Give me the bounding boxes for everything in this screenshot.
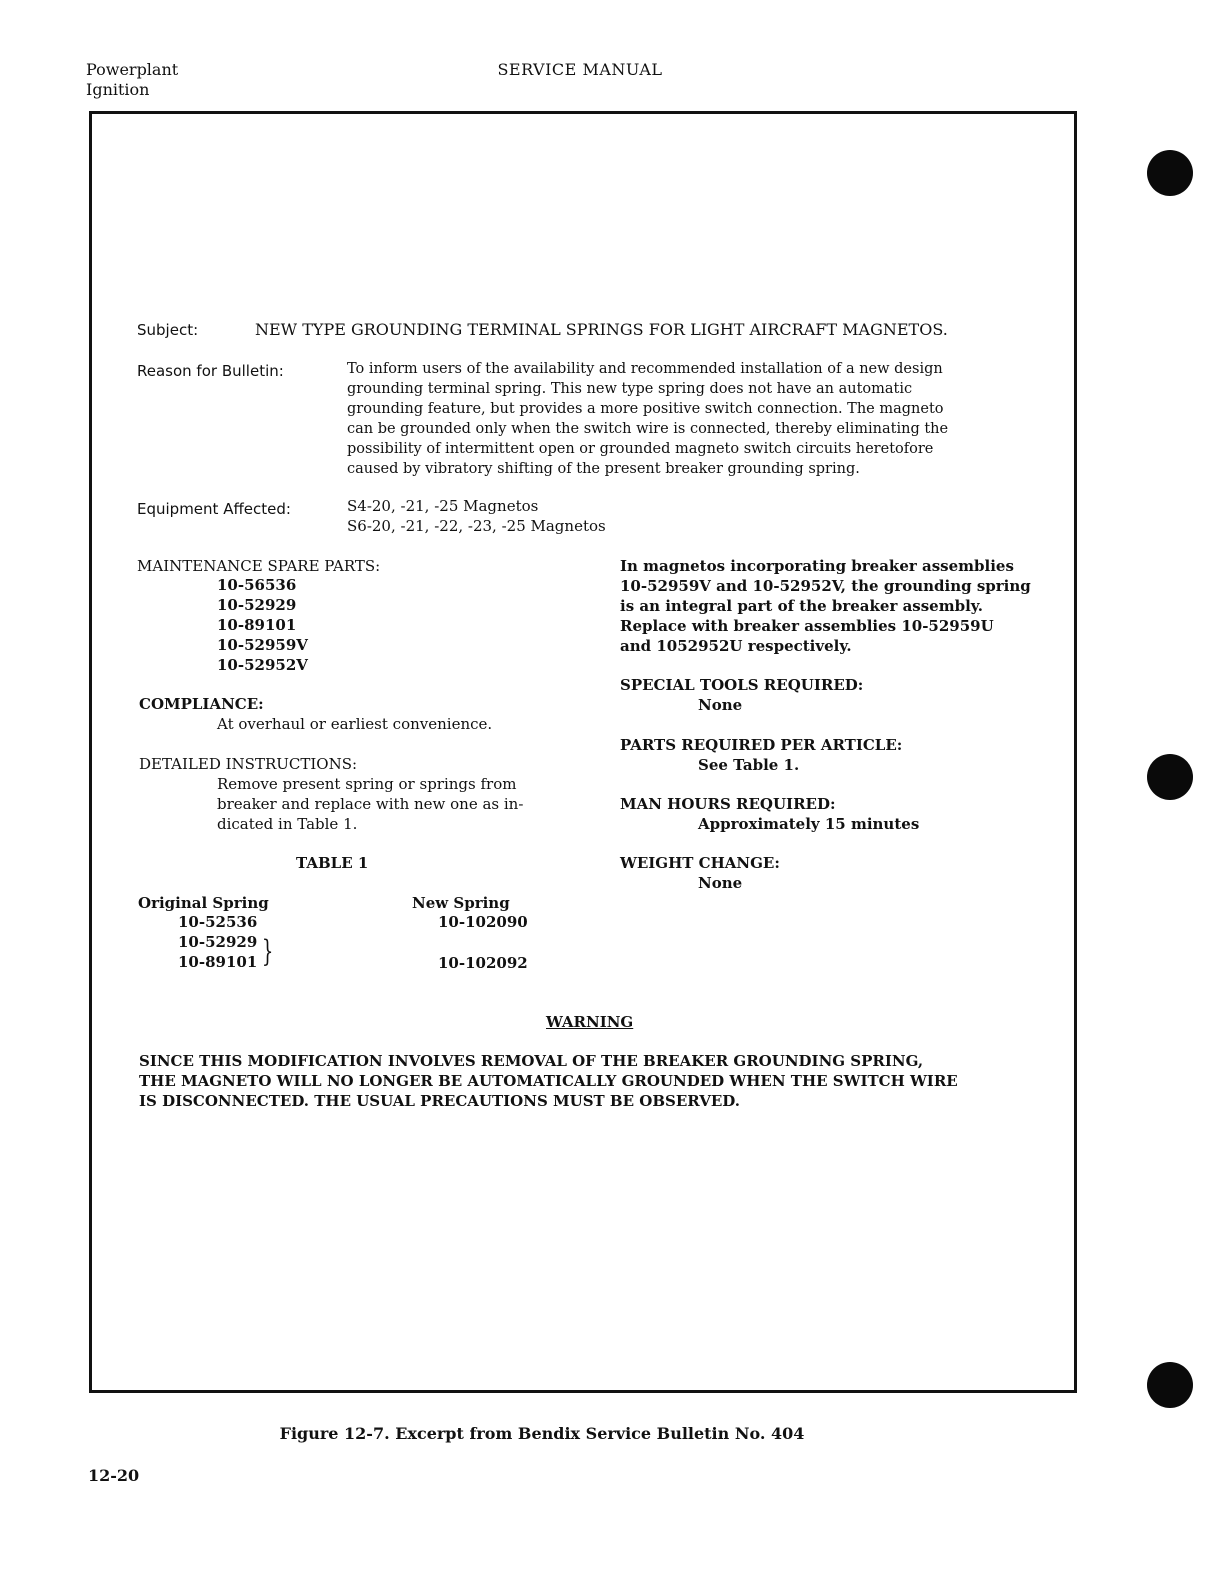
breaker-note-line: 10-52959V and 10-52952V, the grounding spring (620, 577, 1031, 595)
punch-hole-middle (1147, 754, 1193, 800)
table-original-springs (178, 912, 257, 972)
equipment-line: S6-20, -21, -22, -23, -25 Magnetos (347, 517, 606, 535)
table-brace: } (261, 934, 274, 969)
figure-caption: Figure 12-7. Excerpt from Bendix Service Bulletin No. 404 (279, 1424, 805, 1443)
section-line-2: Ignition (86, 80, 150, 99)
weight-change-heading: WEIGHT CHANGE: (620, 854, 780, 872)
page-number: 12-20 (88, 1466, 140, 1485)
table-header-original: Original Spring (138, 894, 269, 912)
parts-required-heading: PARTS REQUIRED PER ARTICLE: (620, 736, 903, 754)
compliance-text: At overhaul or earliest convenience. (217, 715, 493, 733)
punch-hole-top (1147, 150, 1193, 196)
table-cell-new: 10-102092 (438, 954, 528, 972)
spare-part: 10-52929 (217, 596, 297, 614)
equipment-label: Equipment Affected: (137, 500, 291, 518)
manual-title: SERVICE MANUAL (497, 60, 663, 79)
reason-line: possibility of intermittent open or grounded magneto switch circuits heretofore (347, 441, 934, 457)
reason-line: can be grounded only when the switch wire is connected, thereby eliminating the (347, 421, 949, 437)
spare-part: 10-52952V (217, 656, 308, 674)
warning-line: IS DISCONNECTED. THE USUAL PRECAUTIONS MUST BE OBSERVED. (139, 1092, 740, 1110)
reason-label: Reason for Bulletin: (137, 362, 284, 380)
warning-line: THE MAGNETO WILL NO LONGER BE AUTOMATICALLY GROUNDED WHEN THE SWITCH WIRE (139, 1072, 958, 1090)
spare-parts-list (217, 575, 308, 675)
breaker-note-line: In magnetos incorporating breaker assemblies (620, 557, 1014, 575)
punch-hole-bottom (1147, 1362, 1193, 1408)
spare-parts-heading: MAINTENANCE SPARE PARTS: (137, 557, 381, 575)
breaker-note-line: Replace with breaker assemblies 10-52959U (620, 617, 994, 635)
spare-part: 10-56536 (217, 576, 297, 594)
table-cell-original: 10-89101 (178, 953, 258, 971)
bulletin-frame (89, 111, 1077, 1393)
spare-part: 10-89101 (217, 616, 297, 634)
breaker-note (620, 556, 1031, 656)
man-hours-value: Approximately 15 minutes (698, 815, 920, 833)
special-tools-value: None (698, 696, 743, 714)
table-cell-original: 10-52536 (178, 913, 258, 931)
instructions-line: Remove present spring or springs from (217, 775, 517, 793)
reason-line: grounding feature, but provides a more positive switch connection. The magneto (347, 401, 944, 417)
warning-heading: WARNING (546, 1013, 634, 1031)
breaker-note-line: and 1052952U respectively. (620, 637, 852, 655)
breaker-note-line: is an integral part of the breaker assembly. (620, 597, 984, 615)
equipment-line: S4-20, -21, -25 Magnetos (347, 497, 539, 515)
warning-line: SINCE THIS MODIFICATION INVOLVES REMOVAL OF THE BREAKER GROUNDING SPRING, (139, 1052, 924, 1070)
special-tools-heading: SPECIAL TOOLS REQUIRED: (620, 676, 864, 694)
weight-change-value: None (698, 874, 743, 892)
warning-text (139, 1051, 958, 1111)
table-header-new: New Spring (412, 894, 510, 912)
instructions-heading: DETAILED INSTRUCTIONS: (139, 755, 358, 773)
man-hours-heading: MAN HOURS REQUIRED: (620, 795, 836, 813)
reason-line: To inform users of the availability and recommended installation of a new design (347, 361, 943, 377)
table-title: TABLE 1 (296, 854, 369, 872)
parts-required-value: See Table 1. (698, 756, 800, 774)
compliance-heading: COMPLIANCE: (139, 695, 264, 713)
reason-text (347, 359, 948, 479)
table-cell-new: 10-102090 (438, 913, 528, 931)
instructions-line: dicated in Table 1. (217, 815, 358, 833)
reason-line: caused by vibratory shifting of the present breaker grounding spring. (347, 461, 860, 477)
section-line-1: Powerplant (86, 60, 179, 79)
equipment-list (347, 496, 606, 536)
instructions-line: breaker and replace with new one as in- (217, 795, 524, 813)
reason-line: grounding terminal spring. This new type spring does not have an automatic (347, 381, 913, 397)
subject-label: Subject: (137, 321, 199, 339)
subject-text: NEW TYPE GROUNDING TERMINAL SPRINGS FOR LIGHT AIRCRAFT MAGNETOS. (255, 320, 948, 339)
instructions-text (217, 774, 523, 834)
table-cell-original: 10-52929 (178, 933, 258, 951)
spare-part: 10-52959V (217, 636, 308, 654)
